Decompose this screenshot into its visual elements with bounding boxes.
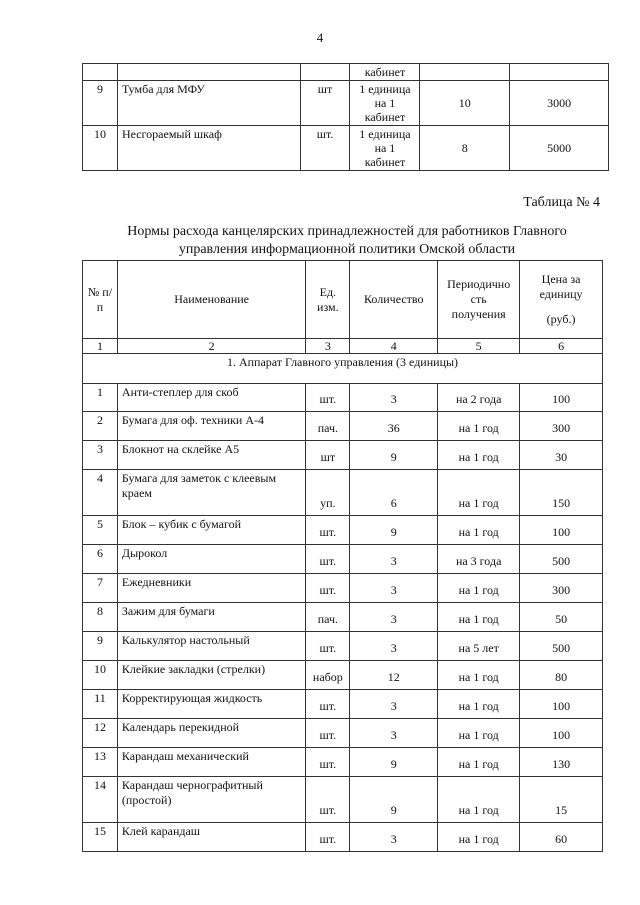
item-period: на 1 год	[438, 574, 520, 603]
item-quantity: 3	[350, 574, 438, 603]
table-row	[83, 545, 603, 574]
item-price: 60	[520, 823, 603, 852]
item-period: на 1 год	[438, 470, 520, 516]
item-price: 50	[520, 603, 603, 632]
table-row	[83, 516, 603, 545]
item-unit: шт.	[306, 384, 350, 412]
item-name	[117, 64, 300, 81]
table-row	[83, 412, 603, 441]
item-price: 100	[520, 690, 603, 719]
item-unit: шт	[300, 81, 350, 126]
item-name: Карандаш чернографитный (простой)	[117, 777, 305, 823]
item-quantity: 8	[420, 126, 510, 171]
item-name: Блок – кубик с бумагой	[117, 516, 305, 545]
header-name: Наименование	[117, 261, 305, 339]
item-unit: шт.	[306, 574, 350, 603]
row-number: 4	[83, 470, 118, 516]
item-quantity: 3	[350, 545, 438, 574]
table-row	[83, 126, 609, 171]
header-price-label: Цена за единицу	[539, 272, 583, 301]
item-unit: шт.	[306, 545, 350, 574]
table-caption: Таблица № 4	[523, 195, 600, 210]
item-name: Несгораемый шкаф	[117, 126, 300, 171]
header-price	[520, 261, 603, 339]
item-unit: шт.	[306, 777, 350, 823]
item-price: 100	[520, 516, 603, 545]
column-number: 4	[350, 339, 438, 354]
item-unit: шт	[306, 441, 350, 470]
item-quantity	[420, 64, 510, 81]
table-row	[83, 661, 603, 690]
row-number: 2	[83, 412, 118, 441]
item-name: Анти-степлер для скоб	[117, 384, 305, 412]
table-row	[83, 748, 603, 777]
section-title: 1. Аппарат Главного управления (3 единицы)	[83, 354, 603, 384]
column-number: 6	[520, 339, 603, 354]
item-unit	[300, 64, 350, 81]
item-quantity: 9	[350, 777, 438, 823]
item-name: Тумба для МФУ	[117, 81, 300, 126]
item-price: 300	[520, 574, 603, 603]
item-quantity: 6	[350, 470, 438, 516]
table-row	[83, 81, 609, 126]
column-number: 2	[117, 339, 305, 354]
row-number: 10	[83, 661, 118, 690]
column-number: 5	[438, 339, 520, 354]
item-price: 130	[520, 748, 603, 777]
row-number: 13	[83, 748, 118, 777]
item-quantity: 3	[350, 823, 438, 852]
item-period: на 1 год	[438, 719, 520, 748]
item-name: Карандаш механический	[117, 748, 305, 777]
item-period: на 1 год	[438, 661, 520, 690]
item-period: на 1 год	[438, 777, 520, 823]
top-continuation-table	[82, 63, 609, 171]
item-quantity: 36	[350, 412, 438, 441]
item-name: Корректирующая жидкость	[117, 690, 305, 719]
header-period: Периодично сть получения	[438, 261, 520, 339]
item-unit: набор	[306, 661, 350, 690]
row-number: 8	[83, 603, 118, 632]
table-row	[83, 574, 603, 603]
page-number: 4	[316, 30, 324, 45]
table-row	[83, 470, 603, 516]
item-unit: шт.	[306, 823, 350, 852]
item-norm: кабинет	[350, 64, 420, 81]
table-row	[83, 441, 603, 470]
table-title: Нормы расхода канцелярских принадлежностей для работников Главного управления информационной политики Омской области	[127, 224, 567, 257]
row-number: 15	[83, 823, 118, 852]
item-quantity: 10	[420, 81, 510, 126]
row-number: 14	[83, 777, 118, 823]
column-number-row	[83, 339, 603, 354]
item-quantity: 9	[350, 748, 438, 777]
column-number: 3	[306, 339, 350, 354]
header-quantity: Количество	[350, 261, 438, 339]
item-name: Клей карандаш	[117, 823, 305, 852]
row-number: 3	[83, 441, 118, 470]
header-unit: Ед. изм.	[306, 261, 350, 339]
row-number: 9	[83, 81, 118, 126]
table-row	[83, 603, 603, 632]
item-price: 30	[520, 441, 603, 470]
item-price: 80	[520, 661, 603, 690]
item-price: 150	[520, 470, 603, 516]
item-unit: шт.	[300, 126, 350, 171]
item-quantity: 12	[350, 661, 438, 690]
row-number: 7	[83, 574, 118, 603]
item-quantity: 9	[350, 516, 438, 545]
item-period: на 1 год	[438, 748, 520, 777]
item-period: на 1 год	[438, 412, 520, 441]
section-row	[83, 354, 603, 384]
item-price: 100	[520, 384, 603, 412]
item-period: на 1 год	[438, 441, 520, 470]
item-price: 5000	[510, 126, 609, 171]
item-unit: шт.	[306, 719, 350, 748]
item-period: на 1 год	[438, 690, 520, 719]
column-number: 1	[83, 339, 118, 354]
table-row	[83, 632, 603, 661]
item-name: Бумага для оф. техники А-4	[117, 412, 305, 441]
item-quantity: 3	[350, 632, 438, 661]
item-price	[510, 64, 609, 81]
header-number: № п/п	[83, 261, 118, 339]
item-period: на 1 год	[438, 823, 520, 852]
item-quantity: 3	[350, 603, 438, 632]
item-price: 500	[520, 632, 603, 661]
item-unit: шт.	[306, 748, 350, 777]
item-period: на 1 год	[438, 603, 520, 632]
row-number	[83, 64, 118, 81]
item-unit: шт.	[306, 690, 350, 719]
item-unit: пач.	[306, 412, 350, 441]
row-number: 12	[83, 719, 118, 748]
item-unit: уп.	[306, 470, 350, 516]
header-price-unit: (руб.)	[546, 312, 576, 326]
item-name: Ежедневники	[117, 574, 305, 603]
table-row	[83, 719, 603, 748]
row-number: 9	[83, 632, 118, 661]
item-quantity: 3	[350, 384, 438, 412]
item-name: Календарь перекидной	[117, 719, 305, 748]
row-number: 10	[83, 126, 118, 171]
item-period: на 2 года	[438, 384, 520, 412]
item-name: Калькулятор настольный	[117, 632, 305, 661]
item-quantity: 3	[350, 690, 438, 719]
row-number: 6	[83, 545, 118, 574]
row-number: 11	[83, 690, 118, 719]
item-period: на 3 года	[438, 545, 520, 574]
table-row	[83, 777, 603, 823]
item-price: 15	[520, 777, 603, 823]
item-norm: 1 единица на 1 кабинет	[350, 126, 420, 171]
item-quantity: 9	[350, 441, 438, 470]
item-price: 300	[520, 412, 603, 441]
item-name: Клейкие закладки (стрелки)	[117, 661, 305, 690]
item-unit: шт.	[306, 516, 350, 545]
item-price: 3000	[510, 81, 609, 126]
header-row	[83, 261, 603, 339]
item-quantity: 3	[350, 719, 438, 748]
table-row	[83, 823, 603, 852]
item-price: 500	[520, 545, 603, 574]
item-name: Блокнот на склейке А5	[117, 441, 305, 470]
main-table	[82, 260, 603, 852]
table-row	[83, 64, 609, 81]
table-row	[83, 384, 603, 412]
item-name: Дырокол	[117, 545, 305, 574]
item-norm: 1 единица на 1 кабинет	[350, 81, 420, 126]
item-period: на 1 год	[438, 516, 520, 545]
row-number: 1	[83, 384, 118, 412]
item-price: 100	[520, 719, 603, 748]
table-row	[83, 690, 603, 719]
item-name: Бумага для заметок с клеевым краем	[117, 470, 305, 516]
item-name: Зажим для бумаги	[117, 603, 305, 632]
row-number: 5	[83, 516, 118, 545]
item-period: на 5 лет	[438, 632, 520, 661]
item-unit: пач.	[306, 603, 350, 632]
item-unit: шт.	[306, 632, 350, 661]
